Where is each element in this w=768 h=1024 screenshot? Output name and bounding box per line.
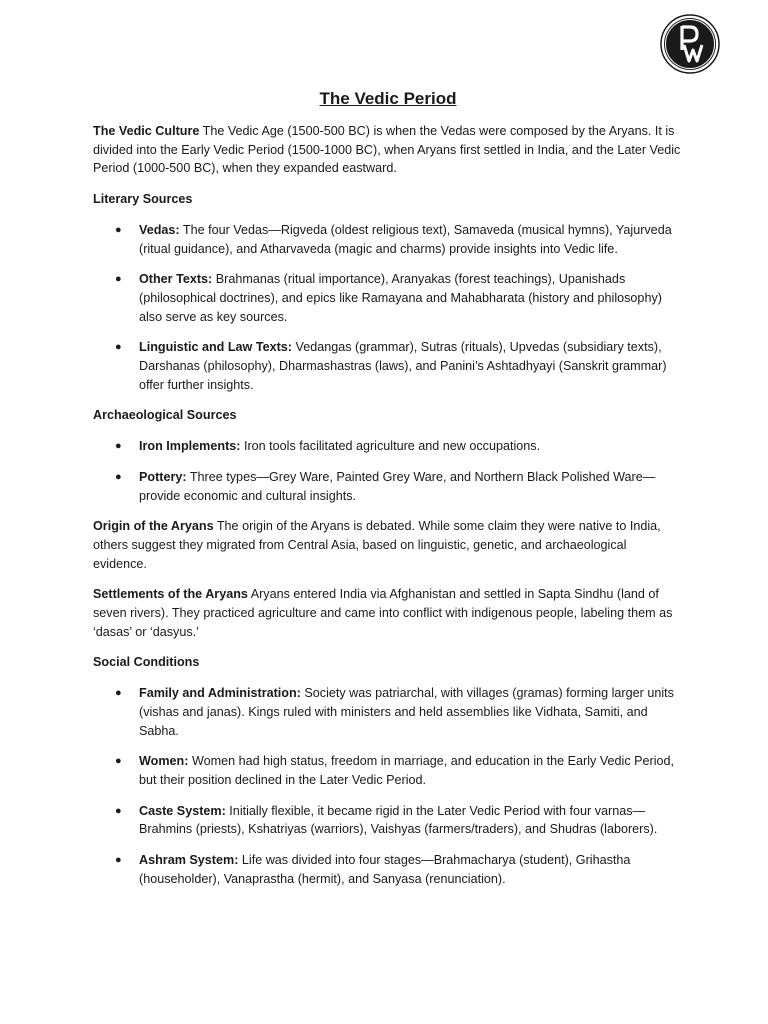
bullet-icon: ● [115,804,122,817]
list-item-term: Caste System: [139,803,226,818]
list-item-term: Family and Administration: [139,686,301,701]
settlements-text: Aryans entered India via Afghanistan and settled in Sapta Sindhu (land of seven rivers). They practiced agriculture and came into conflict with indigenous people, labeling them as ‘dasas’ or ‘dasyus.’ [93,587,673,639]
list-item-text: Brahmanas (ritual importance), Aranyakas (forest teachings), Upanishads (philosophical doctrines), and epics like Ramayana and Mahabharata (history and philosophy) also serve as key sources. [139,272,662,324]
social-conditions-list [93,684,683,888]
pw-logo [660,14,720,74]
list-item [93,437,683,456]
list-item-text: The four Vedas—Rigveda (oldest religious text), Samaveda (musical hymns), Yajurveda (ritual guidance), and Atharvaveda (magic and charms) provide insights into Vedic life. [139,222,672,256]
intro-paragraph [93,122,683,178]
list-item-text: Iron tools facilitated agriculture and new occupations. [240,439,541,454]
bullet-icon: ● [115,470,122,483]
list-item [93,684,683,740]
bullet-icon: ● [115,687,122,700]
origin-lead: Origin of the Aryans [93,519,214,534]
settlements-lead: Settlements of the Aryans [93,587,248,602]
list-item [93,802,683,839]
intro-lead: The Vedic Culture [93,124,200,138]
archaeological-sources-heading: Archaeological Sources [93,408,237,423]
bullet-icon: ● [115,755,122,768]
list-item-text: Initially flexible, it became rigid in the Later Vedic Period with four varnas—Brahmins (priests), Kshatriyas (warriors), Vaishyas (farmers/traders), and Shudras (laborers). [139,803,658,837]
list-item-text: Three types—Grey Ware, Painted Grey Ware, and Northern Black Polished Ware—provide economic and cultural insights. [139,469,656,503]
origin-paragraph [93,517,683,573]
list-item-term: Linguistic and Law Texts: [139,340,293,355]
list-item [93,270,683,326]
document-body [93,88,683,901]
list-item [93,221,683,258]
bullet-icon: ● [115,854,122,867]
list-item-term: Women: [139,754,189,769]
literary-sources-heading: Literary Sources [93,192,193,207]
literary-sources-list [93,221,683,395]
pw-logo-icon [660,14,720,74]
list-item-term: Pottery: [139,469,187,484]
bullet-icon: ● [115,341,122,354]
social-conditions-heading: Social Conditions [93,655,200,670]
list-item-text: Life was divided into four stages—Brahmacharya (student), Grihastha (householder), Vanaprastha (hermit), and Sanyasa (renunciation). [139,853,631,886]
list-item-term: Vedas: [139,222,180,237]
list-item-term: Other Texts: [139,272,213,287]
list-item [93,851,683,888]
intro-text: The Vedic Age (1500-500 BC) is when the Vedas were composed by the Aryans. It is divided into the Early Vedic Period (1500-1000 BC), when Aryans first settled in India, and the Later Vedic Period (1000-500 BC), when they expanded eastward. [93,124,681,176]
page-title: The Vedic Period [319,89,457,108]
bullet-icon: ● [115,440,122,453]
archaeological-sources-list [93,437,683,505]
list-item [93,338,683,394]
list-item-text: Society was patriarchal, with villages (gramas) forming larger units (vishas and janas). Kings ruled with ministers and held assemblies like Vidhata, Samiti, and Sabha. [139,686,674,738]
list-item [93,752,683,789]
bullet-icon: ● [115,273,122,286]
bullet-icon: ● [115,223,122,236]
list-item-term: Iron Implements: [139,439,241,454]
list-item [93,468,683,505]
list-item-text: Women had high status, freedom in marriage, and education in the Early Vedic Period, but their position declined in the Later Vedic Period. [139,754,675,787]
list-item-term: Ashram System: [139,853,239,868]
origin-text: The origin of the Aryans is debated. While some claim they were native to India, others suggest they migrated from Central Asia, based on linguistic, genetic, and archaeological evidence. [93,519,661,571]
list-item-text: Vedangas (grammar), Sutras (rituals), Upvedas (subsidiary texts), Darshanas (philosophy), Dharmashastras (laws), and Panini’s Ashtadhyayi (Sanskrit grammar) offer further insights. [139,340,667,392]
settlements-paragraph [93,585,683,641]
